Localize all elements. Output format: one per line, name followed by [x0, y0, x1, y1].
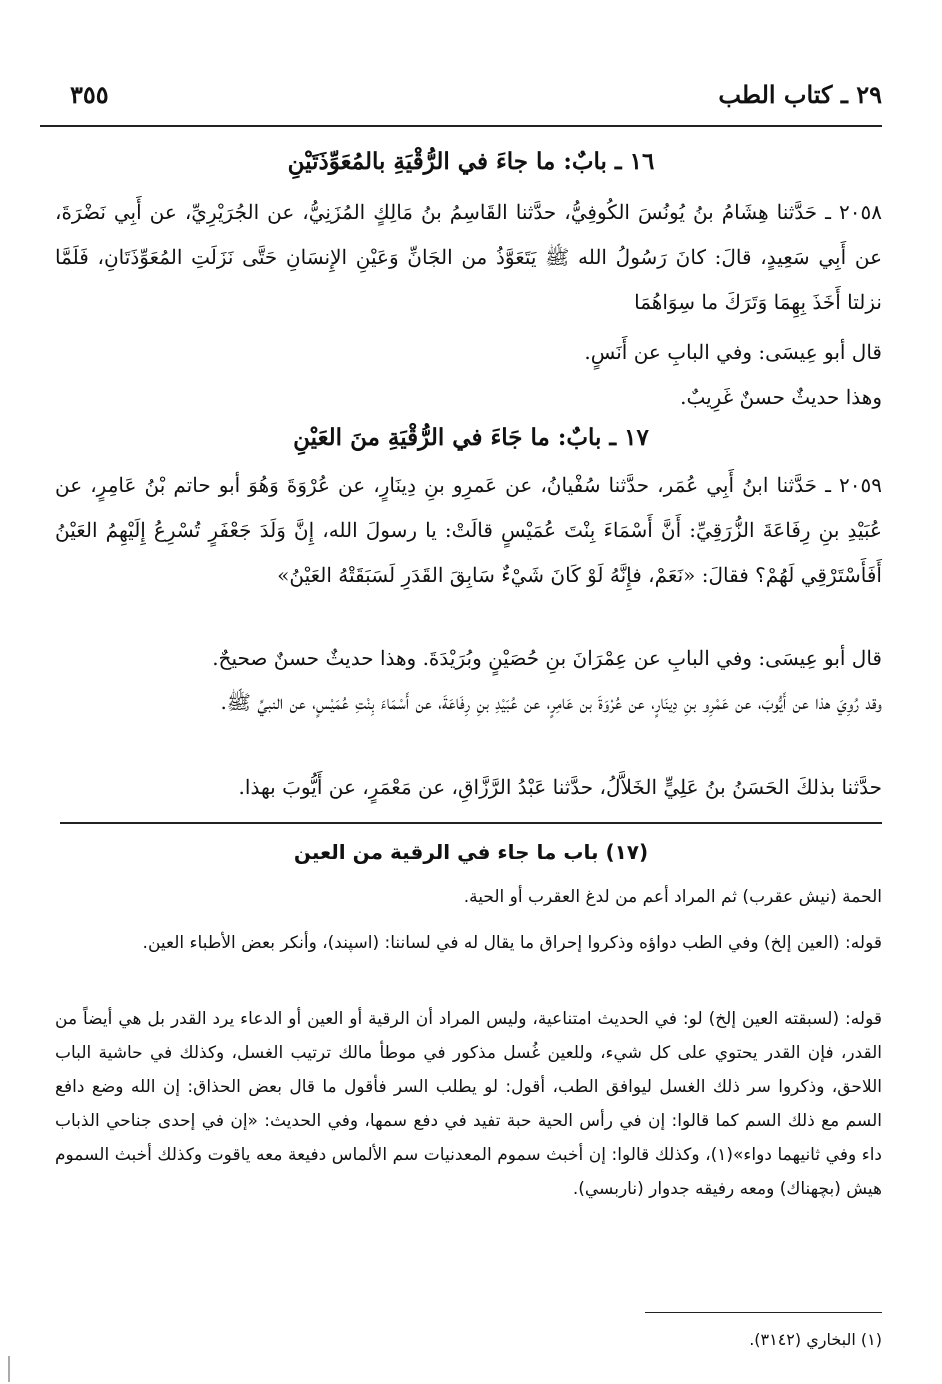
- commentary-heading: (١٧) باب ما جاء في الرقية من العين: [293, 840, 649, 864]
- section-17-heading: ١٧ ـ بابٌ: ما جَاءَ في الرُّقْيَةِ منَ العَيْنِ: [293, 424, 649, 451]
- hadith-2059: ٢٠٥٩ ـ حَدَّثنا ابنُ أَبِي عُمَر، حدَّثنا سُفْيانُ، عن عَمرِو بنِ دِينَارٍ، عن عُرْوَةَ وَهُوَ أبو حاتم بْنُ عَامِرٍ، عن عُبَيْدِ بنِ رِفَاعَةَ الزُّرَقِيِّ: أَنَّ أَسْمَاءَ بِنْتَ عُمَيْسٍ قالَتْ: يا رسولَ الله، إِنَّ وَلَدَ جَعْفَرٍ تُسْرِعُ إِلَيْهِمُ العَيْنُ أَفَأَسْتَرْقِي لَهُمْ؟ فقالَ: «نَعَمْ، فإِنَّهُ لَوْ كَانَ شَيْءٌ سَابِقَ القَدَرِ لَسَبَقَتْهُ العَيْنُ»: [55, 473, 882, 587]
- running-header: [70, 80, 882, 120]
- header-rule: [40, 125, 882, 127]
- section-16-heading: ١٦ ـ بابٌ: ما جاءَ في الرُّقْيَةِ بالمُعَوِّذَتَيْنِ: [287, 148, 655, 175]
- section-17-note-3: حدَّثنا بذلكَ الحَسَنُ بنُ عَلِيٍّ الخَلاَّلُ، حدَّثنا عَبْدُ الرَّزَّاقِ، عن مَعْمَرٍ، عن أَيُّوبَ بهذا.: [238, 775, 882, 799]
- section-16-note-1: قال أبو عِيسَى: وفي البابِ عن أَنَسٍ.: [584, 340, 882, 364]
- section-17-note-1: قال أبو عِيسَى: وفي البابِ عن عِمْرَانَ بنِ حُصَيْنٍ وبُرَيْدَةَ. وهذا حديثٌ حسنٌ صحيحٌ.: [212, 646, 882, 670]
- commentary-paragraph-1: الحمة (نيش عقرب) ثم المراد أعم من لدغ العقرب أو الحية.: [463, 887, 882, 907]
- page-number: ٣٥٥: [70, 80, 109, 109]
- footnote-separator: [645, 1312, 882, 1313]
- commentary-paragraph-3: قوله: (لسبقته العين إلخ) لو: في الحديث امتناعية، وليس المراد أن الرقية أو العين أو الدعاء يرد القدر بل هي أيضاً من القدر، فإن القدر يحتوي على كل شيء، وللعين غُسل مذكور في موطأ مالك ترتيب الغسل، وكذلك في حاشية الباب اللاحق، وذكروا سر ذلك الغسل ليوافق الطب، أقول: لو يطلب السر فأقول ما قال بعض الحذاق: إن الله وضع دافع السم مع ذلك السم كما قالوا: إن في رأس الحية حبة تفيد في دفع سمها، وفي الحديث: «إن في إحدى جناحي الذباب داء وفي ثانيهما دواء»(١)، وكذلك قالوا: إن أخبث سموم المعدنيات سم الألماس دفيعة معه ياقوت وكذلك أخبث السموم هيش (بچهناك) ومعه رفيقه جدوار (ناربسي).: [55, 1009, 883, 1199]
- scan-margin-mark: [8, 1356, 10, 1382]
- commentary-separator: [60, 822, 882, 824]
- commentary-paragraph-2: قوله: (العين إلخ) وفي الطب دواؤه وذكروا إحراق ما يقال له في لساننا: (اسپند)، وأنكر بعض الأطباء العين.: [142, 933, 882, 953]
- hadith-2058: ٢٠٥٨ ـ حَدَّثنا هِشَامُ بنُ يُونُسَ الكُوفِيُّ، حدَّثنا القَاسِمُ بنُ مَالِكٍ المُزَنِيُّ، عن الجُرَيْرِيِّ، عن أَبِي نَضْرَةَ، عن أَبِي سَعِيدٍ، قالَ: كانَ رَسُولُ الله ﷺ يَتَعَوَّذُ من الجَانِّ وَعَيْنِ الإِنسَانِ حَتَّى نَزَلَتِ المُعَوِّذَتَانِ، فَلَمَّا نزلتا أَخَذَ بِهِمَا وَتَرَكَ ما سِوَاهُمَا: [55, 200, 882, 314]
- section-17-note-2: وقد رُوِيَ هذا عن أَيُّوبَ، عن عَمْرِو بنِ دِينَارٍ، عن عُرْوَةَ بن عَامِرٍ، عن عُبَيْدِ بنِ رِفَاعَةَ، عن أَسْمَاءَ بِنْتِ عُمَيْسٍ، عن النبيِّ ﷺ.: [220, 690, 882, 714]
- footnote: (١) البخاري (٣١٤٢).: [749, 1330, 882, 1349]
- chapter-title: ٢٩ ـ كتاب الطب: [718, 80, 882, 109]
- section-16-note-2: وهذا حديثٌ حسنٌ غَرِيبٌ.: [680, 385, 882, 409]
